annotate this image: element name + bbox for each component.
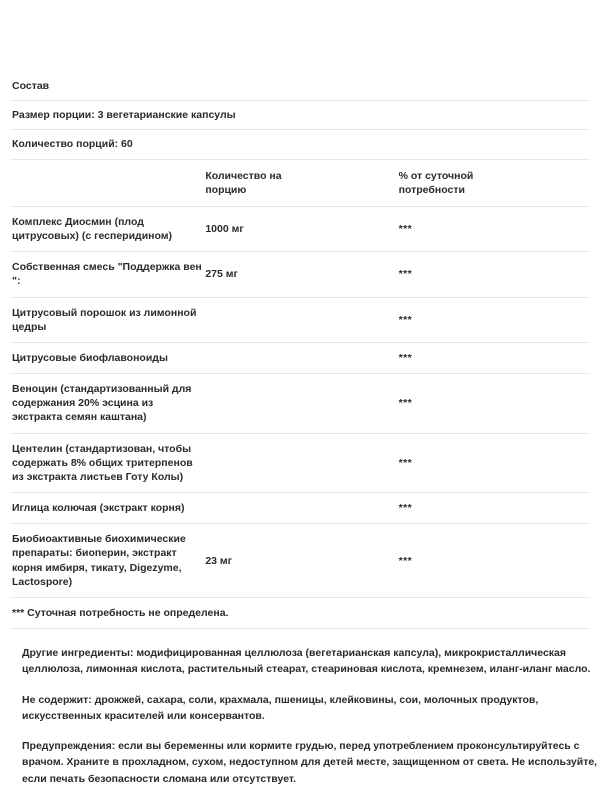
ingredient-daily-value: *** [397,493,590,524]
column-header-name [10,159,203,206]
table-row [10,252,590,297]
footnote-text: *** Суточная потребность не определена. [10,597,590,628]
supplement-facts-table [10,72,590,629]
column-header-row [10,159,590,206]
ingredient-name: Центелин (стандартизован, чтобы содержать 8% общих тритерпенов из экстракта листьев Готу Колы) [10,433,203,493]
table-row [10,342,590,373]
ingredient-daily-value: *** [397,374,590,434]
ingredient-amount [203,374,396,434]
ingredient-amount: 1000 мг [203,206,396,251]
table-row [10,374,590,434]
column-header-amount-line1: Количество на [205,169,282,182]
ingredient-amount [203,433,396,493]
footnote-row [10,597,590,628]
table-row [10,493,590,524]
facts-title: Состав [10,72,590,101]
ingredient-name: Иглица колючая (экстракт корня) [10,493,203,524]
servings-per-container-text: Количество порций: 60 [10,130,590,159]
ingredient-amount: 23 мг [203,524,396,598]
ingredient-daily-value: *** [397,342,590,373]
ingredient-daily-value: *** [397,433,590,493]
column-header-dv-line2: потребности [398,183,465,196]
footer-notes [10,629,600,787]
ingredient-amount [203,493,396,524]
serving-size-text: Размер порции: 3 вегетарианские капсулы [10,101,590,130]
ingredient-daily-value: *** [397,252,590,297]
free-from-text: Не содержит: дрожжей, сахара, соли, крахмала, пшеницы, клейковины, сои, молочных продуктов, искусственных красителей или консервантов. [22,693,539,722]
ingredient-amount [203,297,396,342]
column-header-daily-value [397,159,590,206]
table-row [10,297,590,342]
ingredient-daily-value: *** [397,206,590,251]
ingredient-name: Собственная смесь "Поддержка вен ": [10,252,203,297]
table-row [10,524,590,598]
table-row [10,433,590,493]
ingredient-amount [203,342,396,373]
ingredient-amount: 275 мг [203,252,396,297]
column-header-amount [203,159,396,206]
table-row [10,206,590,251]
warnings-text: Предупреждения: если вы беременны или кормите грудью, перед употреблением проконсультируйтесь с врачом. Храните в прохладном, сухом, недоступном для детей месте, защищенном от света. Не используйте, если печать безопасности сломана или отсутствует. [22,740,598,785]
ingredient-name: Комплекс Диосмин (плод цитрусовых) (с гесперидином) [10,206,203,251]
ingredient-name: Цитрусовый порошок из лимонной цедры [10,297,203,342]
other-ingredients-text: Другие ингредиенты: модифицированная целлюлоза (вегетарианская капсула), микрокристаллическая целлюлоза, лимонная кислота, растительный стеарат, стеариновая кислота, кремнезем, иланг-иланг масло. [22,647,591,676]
serving-size-row [10,101,590,130]
servings-per-container-row [10,130,590,159]
ingredient-daily-value: *** [397,524,590,598]
column-header-amount-line2: порцию [205,183,247,196]
ingredient-name: Биобиоактивные биохимические препараты: биоперин, экстракт корня имбиря, тикату, Digezyme, Lactospore) [10,524,203,598]
column-header-dv-line1: % от суточной [398,169,474,182]
facts-title-row [10,72,590,101]
ingredient-name: Цитрусовые биофлавоноиды [10,342,203,373]
ingredient-daily-value: *** [397,297,590,342]
ingredient-name: Веноцин (стандартизованный для содержания 20% эсцина из экстракта семян каштана) [10,374,203,434]
